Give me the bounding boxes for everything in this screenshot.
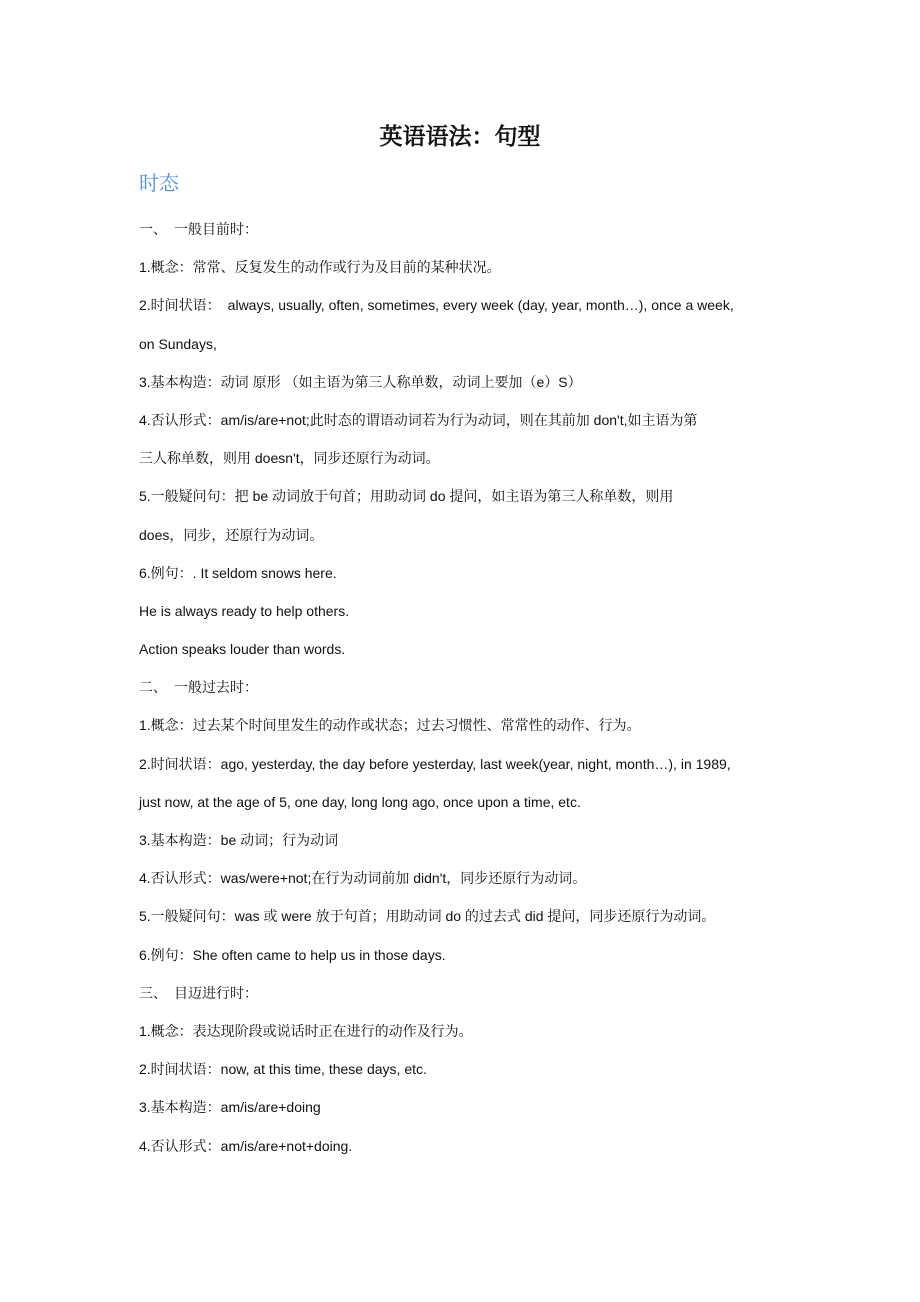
text-line: 2.时间状语：now, at this time, these days, etc. xyxy=(139,1061,427,1078)
document-body xyxy=(139,210,799,1165)
text-line: Action speaks louder than words. xyxy=(139,641,346,658)
text-line: 1.概念：表达现阶段或说话时正在进行的动作及行为。 xyxy=(139,1022,473,1039)
text-line: 4.否认形式：was/were+not;在行为动词前加 didn't，同步还原行为动词。 xyxy=(139,870,587,887)
text-line: 2.时间状语： always, usually, often, sometimes, every week (day, year, month…), once a week, xyxy=(139,297,734,314)
document-title: 英语语法：句型 xyxy=(379,123,541,149)
text-line: on Sundays, xyxy=(139,335,217,352)
text-line: 二、 一般过去时： xyxy=(139,679,258,696)
text-line: 三、 目迈进行时： xyxy=(139,984,258,1001)
text-line: 5.一般疑问句：把 be 动词放于句首；用助动词 do 提问，如主语为第三人称单数，则用 xyxy=(139,488,674,505)
text-line: 3.基本构造：be 动词；行为动词 xyxy=(139,832,339,848)
section-heading: 时态 xyxy=(139,173,179,195)
text-line: does，同步，还原行为动词。 xyxy=(139,526,324,543)
text-line: 1.概念：常常、反复发生的动作或行为及目前的某种状况。 xyxy=(139,259,501,276)
text-line: 4.否认形式：am/is/are+not;此时态的谓语动词若为行为动词，则在其前加 don't,如主语为第 xyxy=(139,411,698,428)
text-line: 4.否认形式：am/is/are+not+doing. xyxy=(139,1137,353,1154)
text-line: 1.概念：过去某个时间里发生的动作或状态；过去习惯性、常常性的动作、行为。 xyxy=(139,717,641,734)
text-line: He is always ready to help others. xyxy=(139,602,350,619)
text-line: 6.例句：She often came to help us in those days. xyxy=(139,946,446,963)
text-line: 三人称单数，则用 doesn't，同步还原行为动词。 xyxy=(139,450,440,467)
text-line: 3.基本构造：am/is/are+doing xyxy=(139,1099,321,1116)
text-line: just now, at the age of 5, one day, long long ago, once upon a time, etc. xyxy=(139,793,581,810)
text-line: 6.例句：. It seldom snows here. xyxy=(139,564,337,581)
text-line: 一、 一般目前时： xyxy=(139,221,258,237)
text-line: 2.时间状语：ago, yesterday, the day before yesterday, last week(year, night, month…), in 1989, xyxy=(139,755,731,772)
text-line: 5.一般疑问句：was 或 were 放于句首；用助动词 do 的过去式 did 提问，同步还原行为动词。 xyxy=(139,908,716,925)
text-line: 3.基本构造：动词 原形 （如主语为第三人称单数，动词上要加（e）S） xyxy=(139,373,582,390)
